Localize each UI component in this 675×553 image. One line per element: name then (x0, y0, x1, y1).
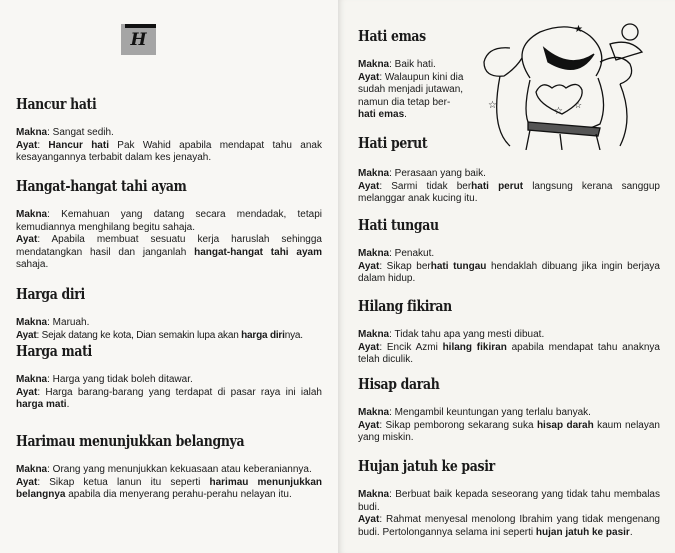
makna-text: : Orang yang menunjukkan kekuasaan atau keberaniannya. (47, 464, 312, 475)
svg-text:☆: ☆ (574, 100, 583, 110)
makna-text: : Tidak tahu apa yang mesti dibuat. (389, 329, 545, 340)
entry-title: Hati emas (358, 28, 426, 45)
entry-ayat (16, 387, 322, 412)
ayat-text-end: . (66, 399, 70, 411)
entry-hangat-hangat-tahi-ayam (16, 178, 322, 272)
entry-ayat (358, 342, 660, 367)
ayat-idiom: harga diri (241, 329, 285, 341)
ayat-idiom: hilang fikiran (442, 341, 507, 353)
makna-text: : Perasaan yang baik. (389, 168, 486, 179)
ayat-label: Ayat (358, 71, 380, 83)
entry-hisap-darah (358, 376, 660, 445)
ayat-text-end: hendaklah dibuang jika ingin berjaya dalam hidup. (358, 260, 660, 285)
ayat-text: : Sikap pemborong sekarang suka (379, 419, 537, 431)
entry-ayat (16, 330, 322, 343)
ayat-idiom: hati perut (471, 180, 524, 192)
makna-label: Makna (16, 464, 48, 475)
entry-makna (358, 407, 660, 420)
badge-bar (125, 24, 156, 28)
ayat-idiom: hujan jatuh ke pasir (535, 526, 630, 538)
entry-ayat (16, 234, 322, 272)
makna-label: Makna (358, 168, 390, 179)
ayat-idiom: harga mati (16, 399, 67, 411)
makna-label: Makna (16, 127, 48, 138)
entry-ayat (358, 72, 468, 122)
svg-text:☆: ☆ (554, 106, 563, 117)
entry-ayat (358, 420, 660, 445)
ayat-label: Ayat (358, 260, 380, 272)
ayat-text-end: . (404, 109, 407, 121)
makna-label: Makna (16, 374, 48, 385)
ayat-idiom: harimau menunjukkan belangnya (16, 476, 322, 501)
makna-text: : Sangat sedih. (47, 127, 114, 138)
ayat-text: : Sejak datang ke kota, Dian semakin lupa akan (36, 329, 242, 341)
makna-text: : Baik hati. (389, 59, 436, 70)
entry-ayat (16, 477, 322, 502)
ayat-text-end: apabila mendapat tahu anaknya telah diculik. (358, 341, 660, 366)
ayat-text: : Walaupun kini dia sudah menjadi jutawan, namun dia tetap ber- (358, 71, 464, 108)
makna-label: Makna (16, 317, 48, 328)
ayat-label: Ayat (358, 180, 380, 192)
entry-hati-emas (358, 28, 468, 122)
entry-harga-diri (16, 286, 322, 342)
makna-text: : Harga yang tidak boleh ditawar. (47, 374, 193, 385)
entry-hancur-hati (16, 96, 322, 165)
ayat-label: Ayat (16, 386, 38, 398)
makna-label: Makna (16, 209, 48, 220)
makna-label: Makna (358, 407, 390, 418)
entry-makna (16, 209, 322, 234)
ayat-text-end: Pak Wahid apabila mendapat tahu anak kesayangannya terbabit dalam kes jenayah. (16, 139, 322, 164)
entry-hati-tungau (358, 217, 660, 286)
entry-title: Hancur hati (16, 96, 97, 113)
ayat-text: : Encik Azmi (379, 341, 443, 353)
entry-title: Hati perut (358, 135, 428, 152)
entry-hilang-fikiran (358, 298, 660, 367)
ayat-idiom: hati tungau (430, 260, 487, 272)
makna-text: : Mengambil keuntungan yang terlalu banyak. (389, 407, 591, 418)
ayat-text-end: nya. (284, 329, 303, 341)
ayat-idiom: Hancur hati (48, 139, 109, 151)
entry-makna (358, 248, 660, 261)
ayat-text: : Sarmi tidak ber (379, 180, 472, 192)
ayat-text-end: kaum nelayan yang miskin. (358, 419, 660, 444)
entry-title: Harga diri (16, 286, 85, 303)
cartoon-illustration (470, 18, 648, 150)
makna-text: : Penakut. (389, 248, 435, 259)
section-letter-badge (121, 24, 156, 55)
entry-makna (358, 59, 468, 72)
entry-title: Hati tungau (358, 217, 439, 234)
ayat-text-end: langsung kerana sanggup melanggar anak kucing itu. (358, 180, 660, 205)
entry-makna (16, 464, 322, 477)
entry-makna (16, 374, 322, 387)
section-letter: H (130, 30, 147, 50)
ayat-text: : Sikap ketua lanun itu seperti (37, 476, 210, 488)
ayat-text: : Harga barang-barang yang terdapat di pasar raya ini ialah (37, 386, 322, 398)
ayat-label: Ayat (358, 514, 380, 526)
entry-makna (358, 329, 660, 342)
makna-label: Makna (358, 59, 390, 70)
makna-label: Makna (358, 329, 390, 340)
ayat-idiom: hangat-hangat tahi ayam (194, 246, 322, 258)
entry-title: Hujan jatuh ke pasir (358, 458, 495, 475)
ayat-label: Ayat (16, 329, 37, 341)
makna-text: : Maruah. (47, 317, 90, 328)
ayat-label: Ayat (358, 341, 380, 353)
entry-ayat (16, 140, 322, 165)
entry-makna (358, 168, 660, 181)
ayat-text-end: apabila dia menyerang perahu-perahu nelayan itu. (65, 489, 292, 501)
entry-makna (16, 127, 322, 140)
ayat-text: : Apabila membuat sesuatu kerja haruslah sehingga mendatangkan hasil dan janganlah (16, 234, 322, 258)
entry-hati-perut (358, 135, 660, 206)
entry-ayat (358, 261, 660, 286)
entry-hujan-jatuh-ke-pasir (358, 458, 660, 539)
entry-title: Hisap darah (358, 376, 440, 393)
makna-label: Makna (358, 248, 390, 259)
ayat-text: : Rahmat menyesal menolong Ibrahim yang tidak mengenang budi. Pertolongannya selama ini seperti (358, 514, 660, 538)
entry-makna (16, 317, 322, 330)
entry-title: Harga mati (16, 343, 92, 360)
svg-text:☆: ☆ (488, 100, 497, 111)
makna-text: : Berbuat baik kepada seseorang yang tidak tahu membalas budi. (358, 489, 660, 513)
ayat-label: Ayat (358, 419, 380, 431)
entry-makna (358, 489, 660, 514)
ayat-idiom: hati emas (358, 109, 405, 121)
entry-title: Harimau menunjukkan belangnya (16, 433, 245, 450)
entry-ayat (358, 181, 660, 206)
entry-harga-mati (16, 343, 322, 412)
entry-harimau-menunjukkan-belangnya (16, 433, 322, 502)
ayat-text-end: sahaja. (16, 259, 49, 271)
ayat-text: : Sikap ber (379, 260, 431, 272)
makna-label: Makna (358, 489, 390, 500)
entry-title: Hangat-hangat tahi ayam (16, 178, 187, 195)
entry-title: Hilang fikiran (358, 298, 452, 315)
ayat-label: Ayat (16, 476, 38, 488)
entry-ayat (358, 514, 660, 539)
ayat-text: : (37, 139, 49, 151)
svg-text:★: ★ (574, 24, 583, 35)
ayat-label: Ayat (16, 139, 38, 151)
makna-text: : Kemahuan yang datang secara mendadak, tetapi kemudiannya menghilang begitu sahaja. (16, 209, 322, 233)
ayat-idiom: hisap darah (536, 419, 594, 431)
ayat-label: Ayat (16, 234, 38, 246)
ayat-text-end: . (629, 526, 633, 538)
